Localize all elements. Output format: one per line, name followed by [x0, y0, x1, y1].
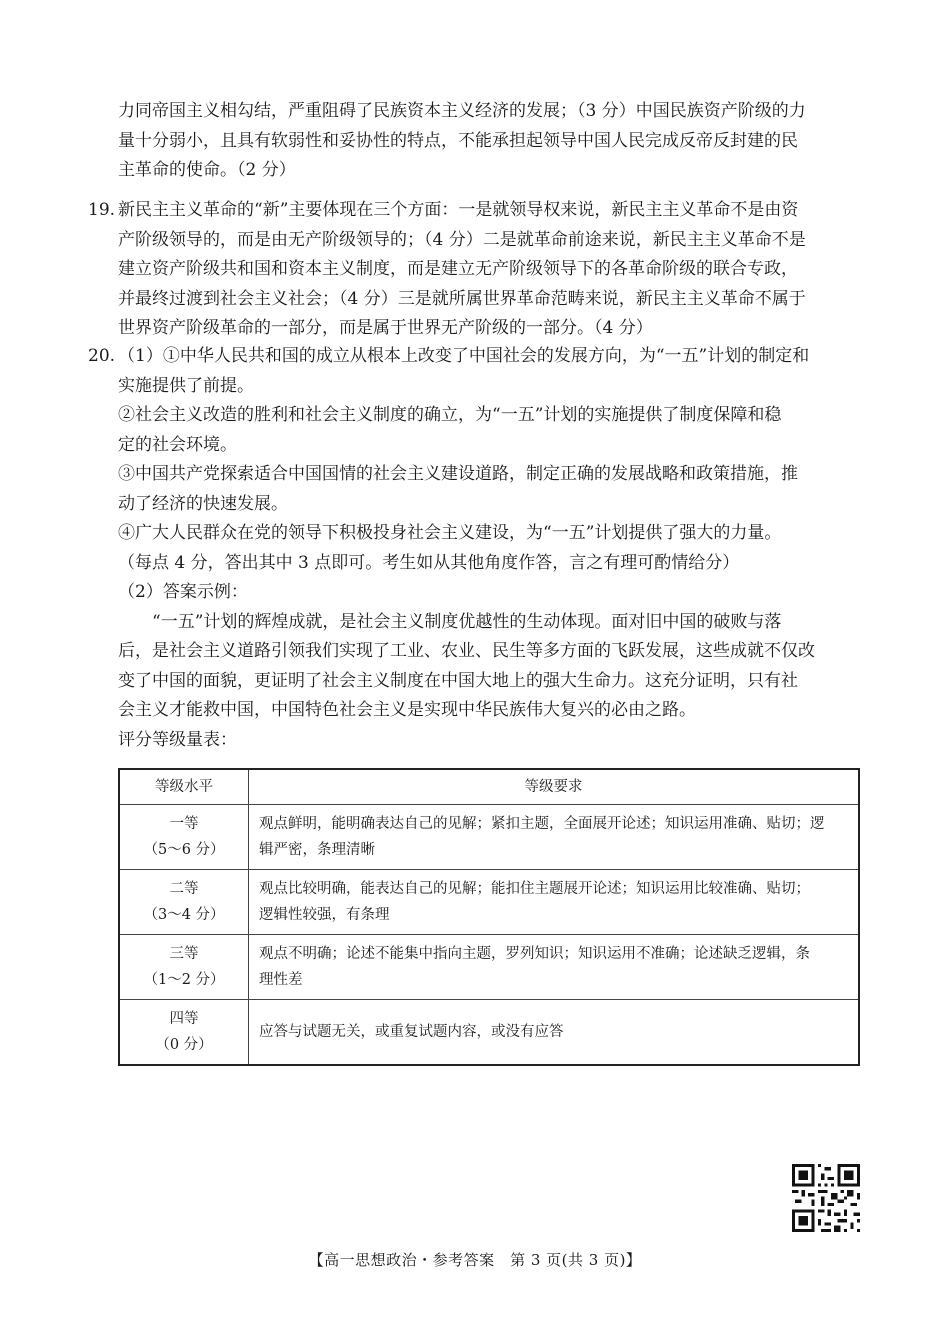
level-name: 二等 [169, 881, 199, 897]
level-points: （1～2 分） [143, 972, 225, 988]
text-line: ②社会主义改造的胜利和社会主义制度的确立，为“一五”计划的实施提供了制度保障和稳 [118, 405, 782, 425]
column-header: 等级要求 [249, 769, 860, 805]
grading-scale-table [118, 768, 860, 1066]
text-line: （每点 4 分，答出其中 3 点即可。考生如从其他角度作答，言之有理可酌情给分） [118, 552, 740, 573]
requirement-cell [249, 1000, 860, 1065]
text-line: 并最终过渡到社会主义社会；（4 分）三是就所属世界革命范畴来说，新民主主义革命不属于 [118, 288, 806, 309]
requirement-line: 观点不明确；论述不能集中指向主题，罗列知识；知识运用不准确；论述缺乏逻辑，条 [259, 946, 810, 962]
text-line: “一五”计划的辉煌成就，是社会主义制度优越性的生动体现。面对旧中国的破败与落 [152, 611, 782, 632]
text-line: 变了中国的面貌，更证明了社会主义制度在中国大地上的强大生命力。这充分证明，只有社 [118, 670, 798, 691]
text-line: 实施提供了前提。 [118, 375, 254, 396]
part-2-label: （2）答案示例： [118, 582, 248, 602]
text-line: ④广大人民群众在党的领导下积极投身社会主义建设，为“一五”计划提供了强大的力量。 [118, 523, 782, 543]
answer-19 [88, 196, 860, 344]
level-cell [119, 935, 249, 1000]
text-line: 量十分弱小，且具有软弱性和妥协性的特点，不能承担起领导中国人民完成反帝反封建的民 [118, 130, 798, 151]
requirement-line: 观点鲜明，能明确表达自己的见解；紧扣主题，全面展开论述；知识运用准确、贴切；逻 [259, 816, 825, 832]
text-line: 动了经济的快速发展。 [118, 493, 288, 514]
level-cell [119, 805, 249, 870]
table-row [119, 1000, 859, 1065]
answer-20 [88, 342, 860, 755]
level-name: 三等 [169, 946, 199, 962]
text-line: ③中国共产党探索适合中国国情的社会主义建设道路，制定正确的发展战略和政策措施，推 [118, 464, 798, 484]
scale-label: 评分等级量表： [118, 729, 237, 750]
question-number: 20. [88, 346, 116, 366]
text-line: 建立资产阶级共和国和资本主义制度，而是建立无产阶级领导下的各革命阶级的联合专政， [118, 259, 798, 279]
requirement-line: 逻辑性较强，有条理 [259, 907, 390, 923]
table-row [119, 805, 859, 870]
page-footer: 【高一思想政治・参考答案 第 3 页(共 3 页)】 [308, 1251, 642, 1269]
text-line: （1）①中华人民共和国的成立从根本上改变了中国社会的发展方向，为“一五”计划的制定和 [118, 346, 810, 366]
qr-code-icon [792, 1164, 860, 1232]
text-line: 世界资产阶级革命的一部分，而是属于世界无产阶级的一部分。（4 分） [118, 318, 653, 338]
requirement-line: 辑严密，条理清晰 [259, 842, 375, 858]
requirement-cell [249, 870, 860, 935]
text-line: 定的社会环境。 [118, 434, 237, 455]
table-row [119, 935, 859, 1000]
requirement-line: 理性差 [259, 972, 303, 988]
requirement-cell [249, 805, 860, 870]
level-name: 四等 [169, 1010, 199, 1027]
text-line: 力同帝国主义相勾结，严重阻碍了民族资本主义经济的发展；（3 分）中国民族资产阶级的力 [118, 101, 806, 121]
table-row [119, 870, 859, 935]
table-header-row [119, 769, 859, 805]
requirement-line: 应答与试题无关，或重复试题内容，或没有应答 [259, 1023, 564, 1040]
level-points: （5～6 分） [143, 842, 225, 858]
level-cell [119, 870, 249, 935]
level-points: （3～4 分） [143, 907, 225, 923]
text-line: 会主义才能救中国，中国特色社会主义是实现中华民族伟大复兴的必由之路。 [118, 700, 696, 720]
level-name: 一等 [169, 816, 199, 832]
requirement-line: 观点比较明确，能表达自己的见解；能扣住主题展开论述；知识运用比较准确、贴切； [259, 881, 810, 897]
column-header: 等级水平 [119, 769, 249, 805]
question-number: 19. [88, 200, 116, 220]
level-points: （0 分） [155, 1036, 213, 1053]
level-cell [119, 1000, 249, 1065]
text-line: 主革命的使命。（2 分） [118, 160, 296, 180]
requirement-cell [249, 935, 860, 1000]
continued-answer [118, 97, 860, 186]
text-line: 产阶级领导的，而是由无产阶级领导的；（4 分）二是就革命前途来说，新民主主义革命不是 [118, 229, 806, 250]
text-line: 后，是社会主义道路引领我们实现了工业、农业、民生等多方面的飞跃发展，这些成就不仅改 [118, 641, 815, 661]
text-line: 新民主主义革命的“新”主要体现在三个方面：一是就领导权来说，新民主主义革命不是由资 [118, 200, 799, 220]
